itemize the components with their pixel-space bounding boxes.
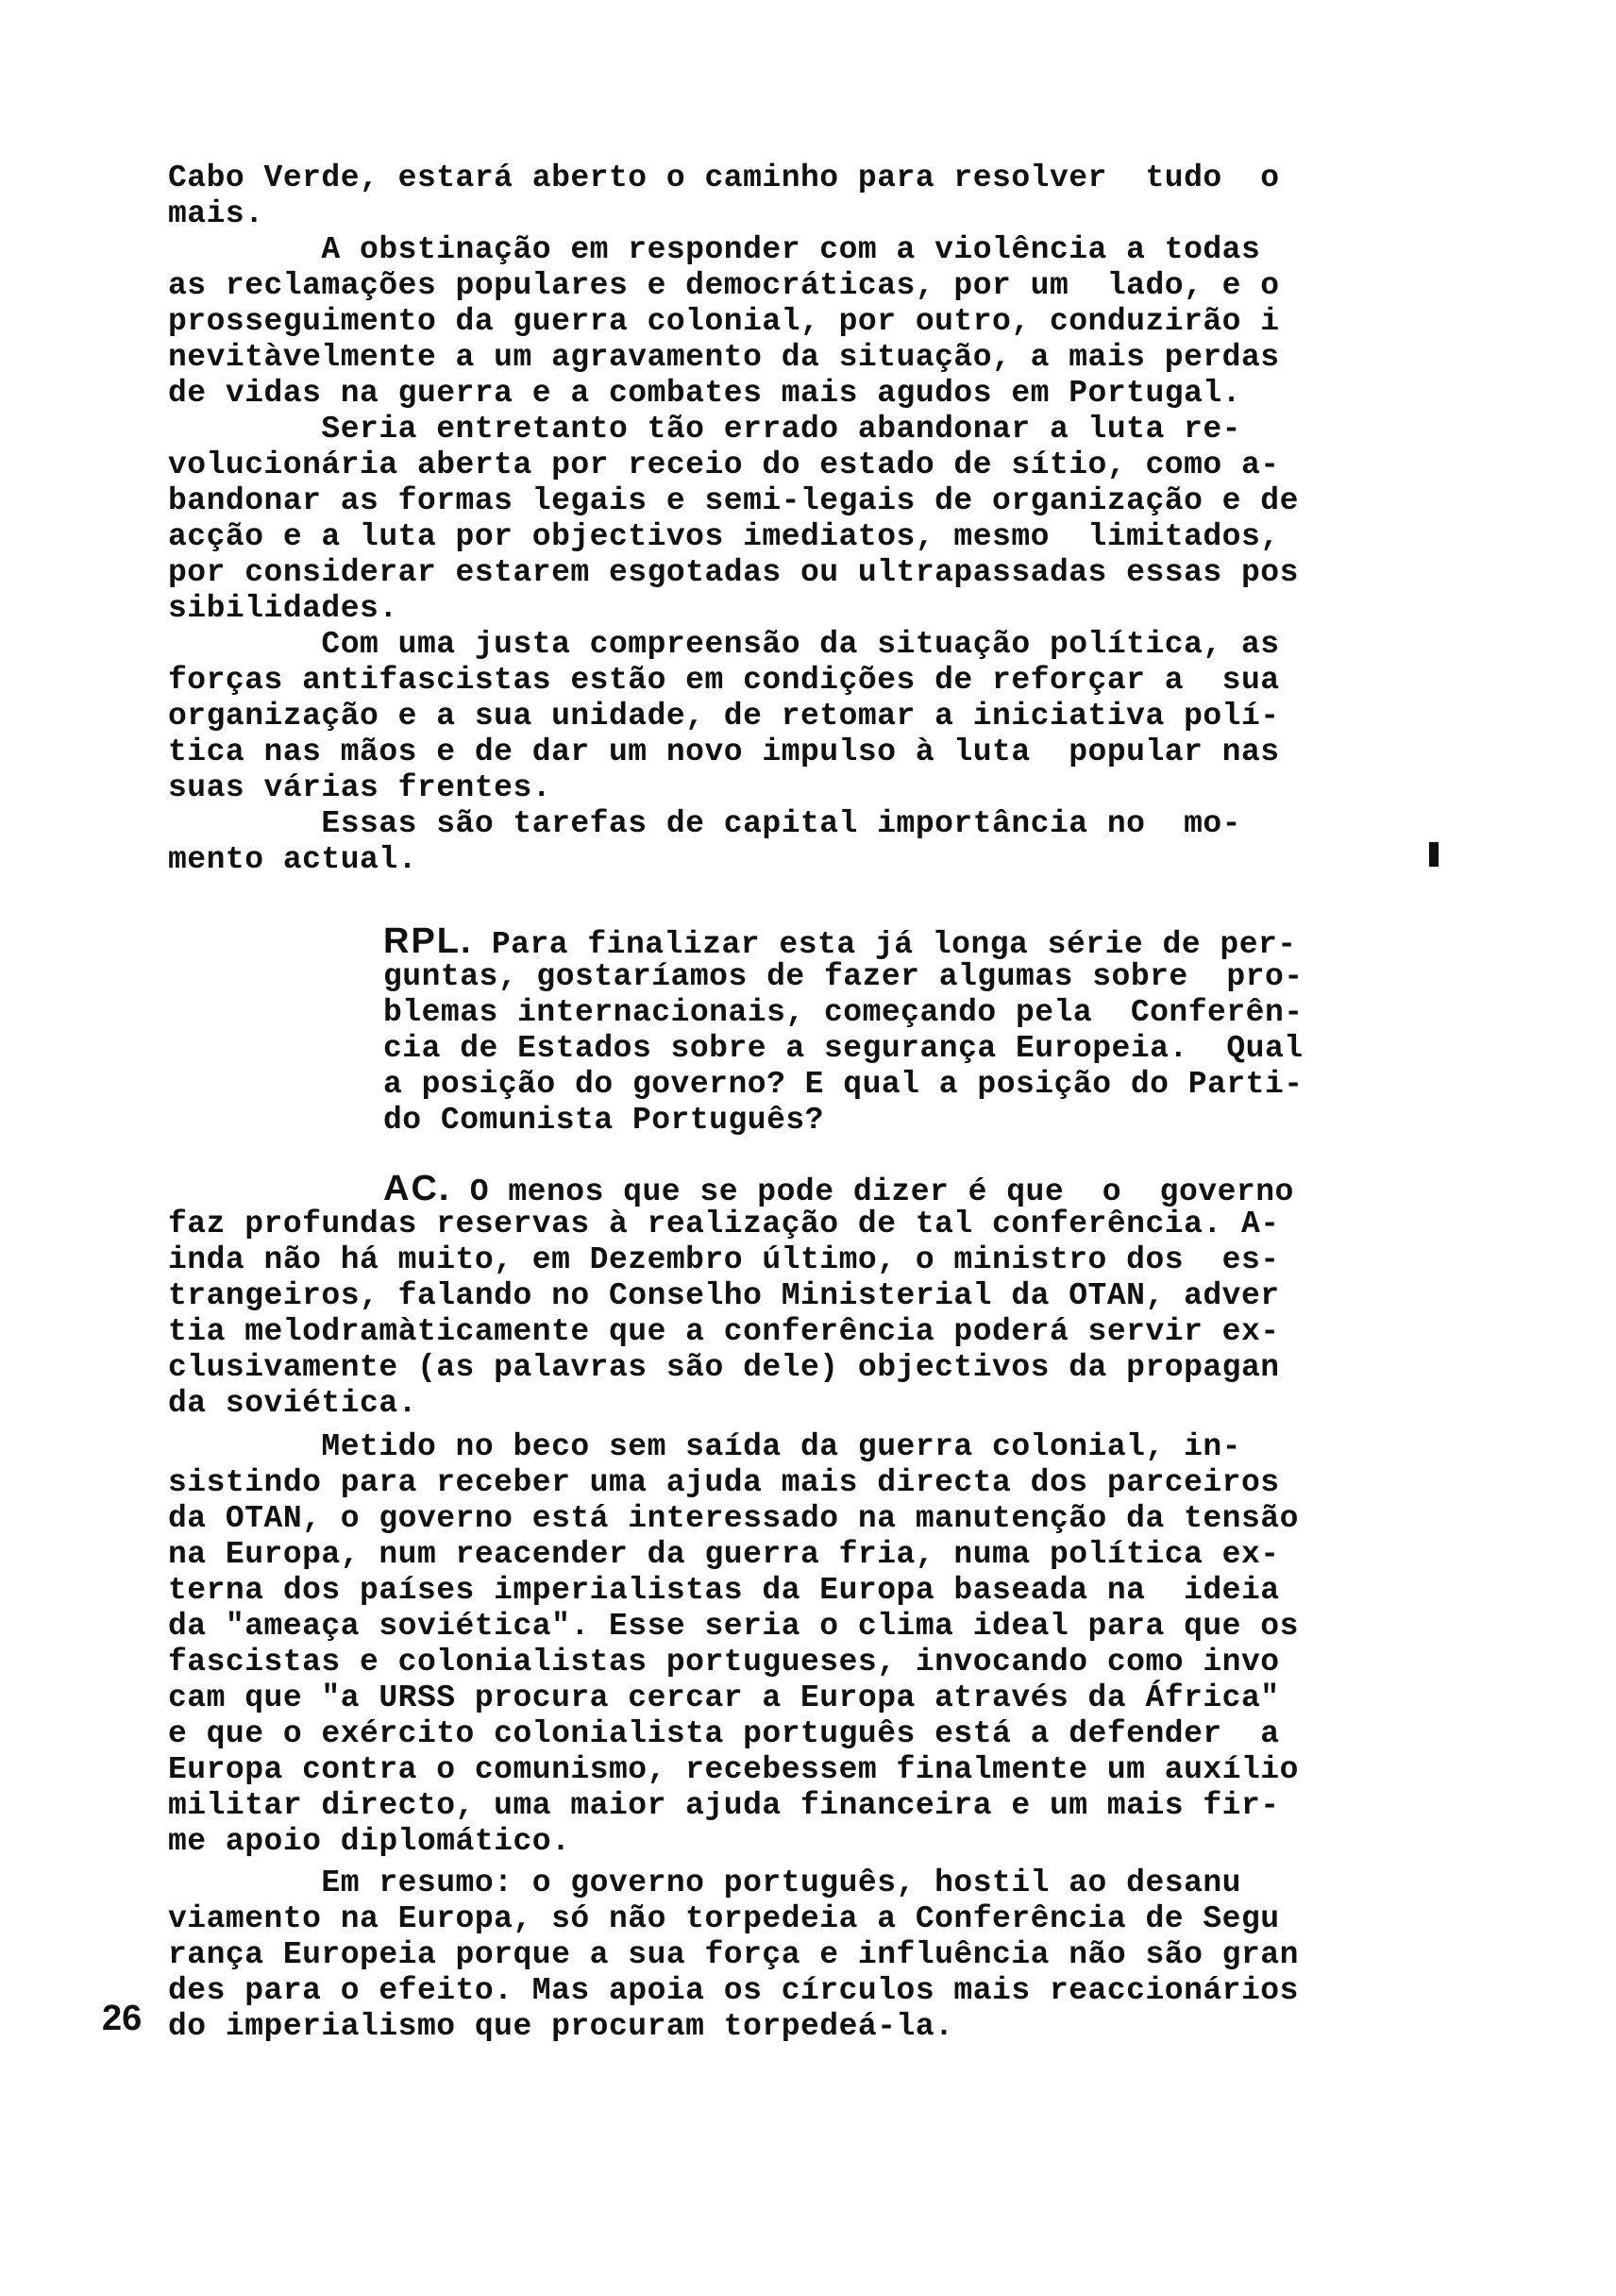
answer-line: da soviética.: [168, 1386, 417, 1421]
text-line: tica nas mãos e de dar um novo impulso à luta popular nas: [168, 734, 1280, 769]
text-line: sibilidades.: [168, 591, 398, 626]
answer-line: Metido no beco sem saída da guerra colonial, in-: [168, 1429, 1241, 1464]
answer-line: tia melodramàticamente que a conferência poderá servir ex-: [168, 1314, 1280, 1349]
answer-line: cam que "a URSS procura cercar a Europa através da África": [168, 1680, 1280, 1715]
answer-line: clusivamente (as palavras são dele) objectivos da propagan: [168, 1350, 1280, 1385]
page-number: 26: [102, 1999, 143, 2038]
text-line: forças antifascistas estão em condições de reforçar a sua: [168, 663, 1280, 698]
answer-line: e que o exército colonialista português está a defender a: [168, 1716, 1280, 1751]
answer-line: fascistas e colonialistas portugueses, invocando como invo: [168, 1645, 1280, 1680]
answer-line: Em resumo: o governo português, hostil ao desanu: [168, 1866, 1241, 1900]
answer-line: rança Europeia porque a sua força e influência não são gran: [168, 1937, 1299, 1972]
answer-line: Europa contra o comunismo, recebessem finalmente um auxílio: [168, 1752, 1299, 1787]
text-line: mais.: [168, 196, 264, 231]
text-line: Cabo Verde, estará aberto o caminho para resolver tudo o: [168, 160, 1280, 195]
answer-line: terna dos países imperialistas da Europa baseada na ideia: [168, 1573, 1280, 1608]
answer-line: militar directo, uma maior ajuda financeira e um mais fir-: [168, 1788, 1280, 1823]
text-line: bandonar as formas legais e semi-legais de organização e de: [168, 483, 1299, 518]
text-line: acção e a luta por objectivos imediatos, mesmo limitados,: [168, 519, 1280, 554]
text-line: as reclamações populares e democráticas, por um lado, e o: [168, 268, 1280, 303]
answer-line: inda não há muito, em Dezembro último, o ministro dos es-: [168, 1242, 1280, 1277]
question-text: Para finalizar esta já longa série de per-: [472, 927, 1297, 962]
text-line: por considerar estarem esgotadas ou ultrapassadas essas pos: [168, 555, 1299, 590]
answer-line: viamento na Europa, só não torpedeia a Conferência de Segu: [168, 1901, 1280, 1936]
question-line: guntas, gostaríamos de fazer algumas sobre pro-: [383, 959, 1304, 994]
answer-line: sistindo para receber uma ajuda mais directa dos parceiros: [168, 1465, 1280, 1500]
question-line: cia de Estados sobre a segurança Europeia. Qual: [383, 1031, 1304, 1066]
question-line: do Comunista Português?: [383, 1103, 824, 1138]
end-of-section-mark: [1429, 842, 1439, 867]
answer-text: O menos que se pode dizer é que o governo: [450, 1174, 1294, 1209]
answer-line: trangeiros, falando no Conselho Ministerial da OTAN, adver: [168, 1278, 1280, 1313]
text-line: nevitàvelmente a um agravamento da situação, a mais perdas: [168, 340, 1280, 375]
answer-line: da "ameaça soviética". Esse seria o clima ideal para que os: [168, 1609, 1299, 1644]
question-line: blemas internacionais, começando pela Conferên-: [383, 995, 1304, 1030]
answer-first-line: [383, 1171, 1294, 1210]
text-line: volucionária aberta por receio do estado de sítio, como a-: [168, 447, 1280, 482]
text-line: mento actual.: [168, 842, 417, 877]
speaker-label-rpl: RPL.: [383, 921, 473, 961]
text-line: de vidas na guerra e a combates mais agudos em Portugal.: [168, 376, 1241, 411]
answer-line: do imperialismo que procuram torpedeá-la.: [168, 2009, 954, 2044]
text-line: Seria entretanto tão errado abandonar a luta re-: [168, 412, 1241, 447]
text-line: Essas são tarefas de capital importância no mo-: [168, 806, 1241, 841]
text-line: A obstinação em responder com a violência a todas: [168, 232, 1261, 267]
text-line: Com uma justa compreensão da situação política, as: [168, 627, 1280, 662]
answer-line: na Europa, num reacender da guerra fria, numa política ex-: [168, 1537, 1280, 1572]
answer-line: me apoio diplomático.: [168, 1824, 571, 1859]
answer-line: des para o efeito. Mas apoia os círculos mais reaccionários: [168, 1973, 1299, 2008]
answer-line: faz profundas reservas à realização de tal conferência. A-: [168, 1207, 1280, 1241]
text-line: organização e a sua unidade, de retomar a iniciativa polí-: [168, 699, 1280, 734]
text-line: prosseguimento da guerra colonial, por outro, conduzirão i: [168, 304, 1280, 339]
question-first-line: [383, 923, 1297, 963]
text-line: suas várias frentes.: [168, 770, 552, 805]
answer-line: da OTAN, o governo está interessado na manutenção da tensão: [168, 1501, 1299, 1536]
question-line: a posição do governo? E qual a posição do Parti-: [383, 1067, 1304, 1102]
speaker-label-ac: AC.: [383, 1169, 451, 1208]
